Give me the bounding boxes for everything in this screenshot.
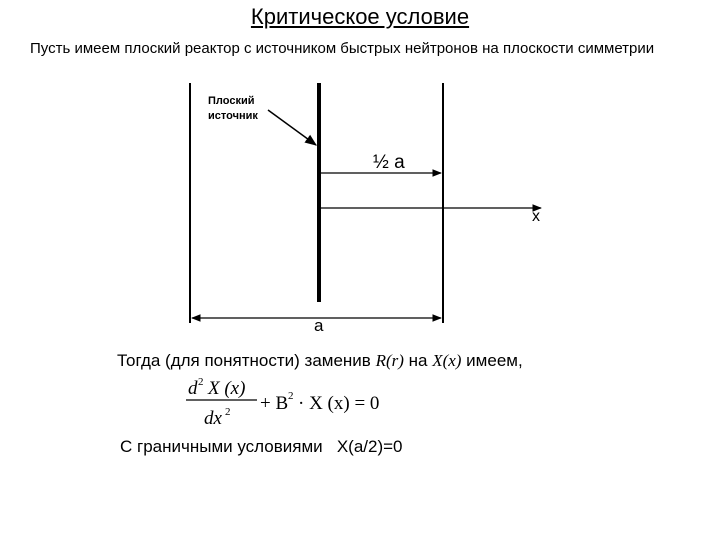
width-label: а bbox=[314, 316, 324, 335]
page-title: Критическое условие bbox=[250, 4, 470, 29]
eq-numerator-exp: 2 bbox=[198, 376, 204, 388]
eq-b-exp: 2 bbox=[288, 390, 294, 402]
intro-text: Пусть имеем плоский реактор с источником быстрых нейтронов на плоскости симметрии bbox=[30, 40, 655, 57]
eq-plus-b: + B bbox=[260, 393, 289, 414]
function-r: R(r) bbox=[375, 351, 404, 370]
boundary-condition-value: X(a/2)=0 bbox=[336, 437, 403, 456]
boundary-condition bbox=[120, 437, 403, 457]
then-middle: на bbox=[403, 351, 433, 370]
boundary-prefix: С граничными условиями bbox=[120, 437, 323, 456]
eq-rest: · X (x) = 0 bbox=[298, 393, 380, 414]
source-label-line1: Плоский bbox=[208, 95, 255, 107]
eq-denominator-dx: dx bbox=[204, 408, 222, 429]
source-label-line2: источник bbox=[208, 110, 258, 122]
equation bbox=[186, 376, 379, 429]
half-width-label: ½ а bbox=[373, 152, 405, 173]
eq-numerator-rest: X (x) bbox=[208, 378, 246, 399]
eq-denominator-exp: 2 bbox=[225, 406, 231, 418]
then-statement bbox=[117, 351, 523, 371]
then-prefix: Тогда (для понятности) заменив bbox=[117, 351, 376, 370]
then-suffix: имеем, bbox=[461, 351, 523, 370]
x-axis-label: x bbox=[532, 208, 540, 225]
source-label bbox=[208, 94, 278, 124]
eq-numerator-d: d bbox=[188, 378, 198, 399]
function-x: X(x) bbox=[432, 351, 462, 370]
